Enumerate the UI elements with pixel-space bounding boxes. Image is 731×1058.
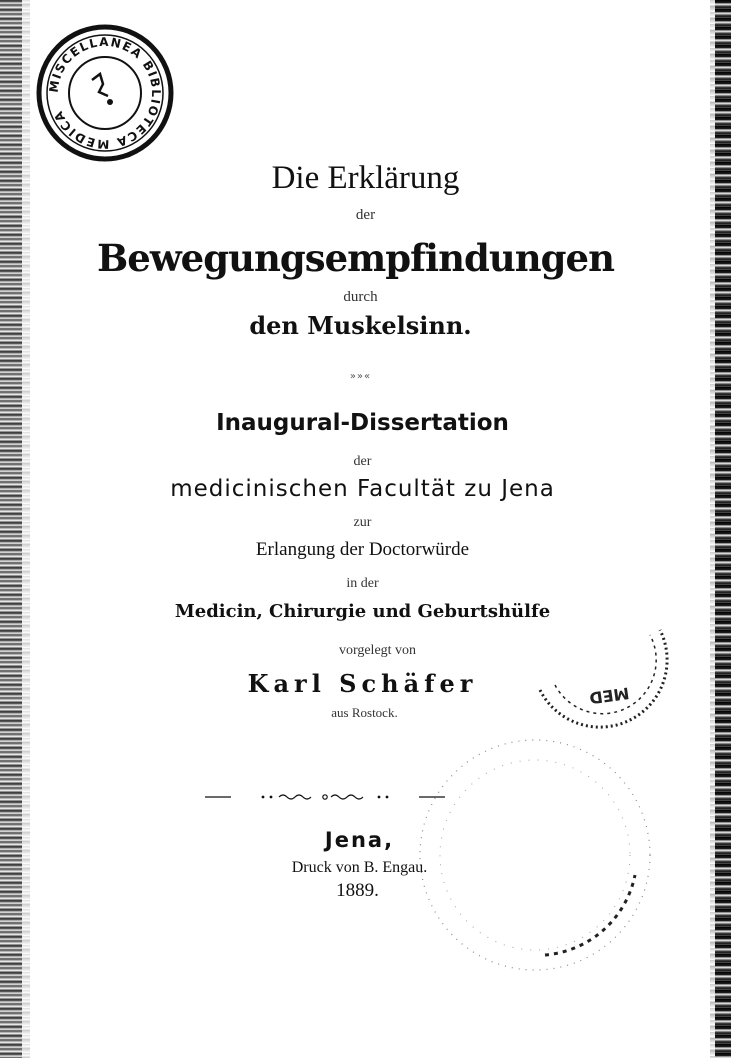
purpose-line: Erlangung der Doctorwürde bbox=[255, 539, 470, 560]
presented-by-line: vorgelegt von bbox=[338, 643, 417, 658]
author-origin: aus Rostock. bbox=[331, 705, 398, 720]
connector-der: der bbox=[355, 207, 376, 223]
connector-zur: zur bbox=[353, 515, 372, 530]
connector-der-2: der bbox=[353, 454, 372, 469]
connector-durch: durch bbox=[343, 289, 378, 305]
faded-stamp bbox=[410, 725, 660, 985]
connector-in-der: in der bbox=[346, 576, 379, 591]
stamp-ring-text: MISCELLANEA BIBLIOTECA MEDICA bbox=[46, 34, 164, 152]
dissertation-heading: Inaugural-Dissertation bbox=[216, 410, 509, 436]
ornament-separator: »»« bbox=[349, 371, 372, 382]
imprint-city: Jena, bbox=[324, 828, 395, 852]
decorative-rule bbox=[205, 794, 445, 800]
author-name: Karl Schäfer bbox=[247, 669, 478, 698]
imprint-printer: Druck von B. Engau. bbox=[291, 859, 428, 876]
imprint-year: 1889. bbox=[336, 880, 379, 901]
stamp-fragment-text: MED bbox=[588, 683, 631, 708]
library-stamp bbox=[30, 18, 180, 168]
title-line-1: Die Erklärung bbox=[271, 160, 460, 196]
main-title: Bewegungsempfindungen bbox=[97, 236, 614, 280]
title-line-3: den Muskelsinn. bbox=[249, 311, 472, 340]
fields-line: Medicin, Chirurgie und Geburtshülfe bbox=[174, 601, 551, 622]
faculty-line: medicinischen Facultät zu Jena bbox=[170, 476, 555, 502]
